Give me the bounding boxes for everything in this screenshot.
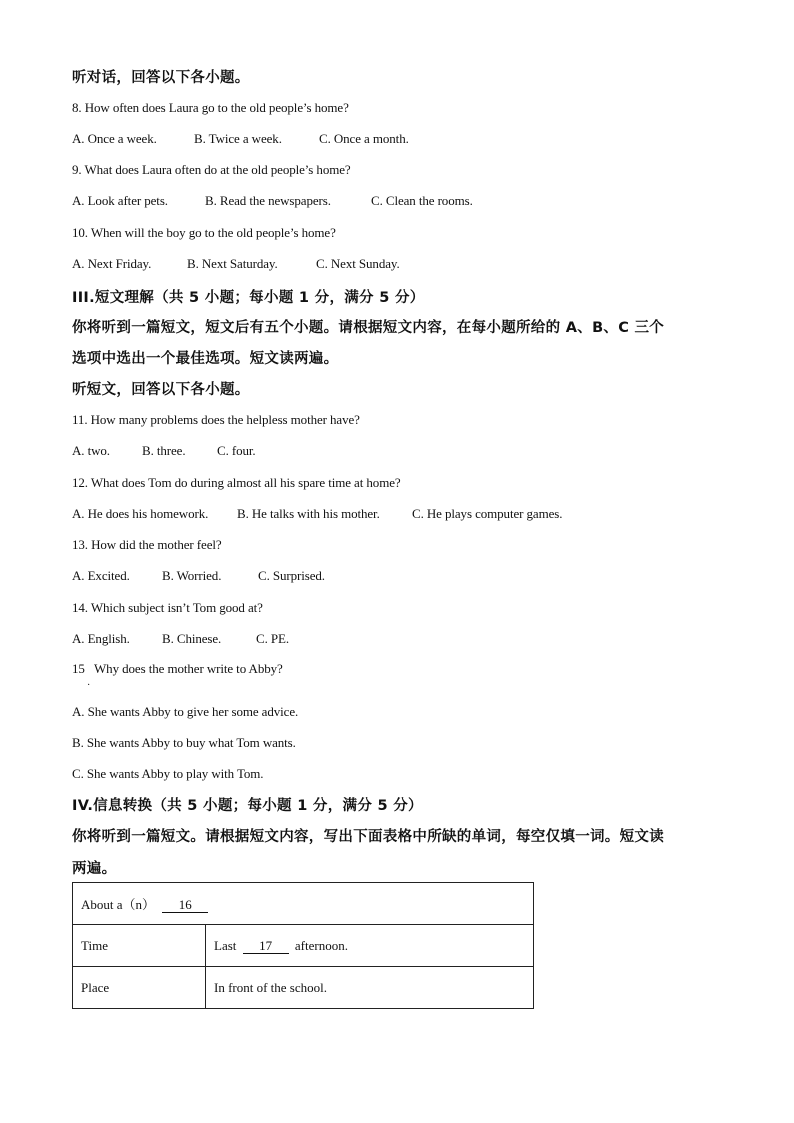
option-a: A. two. (72, 443, 110, 458)
option-b: B. Twice a week. (194, 131, 282, 146)
question-13-options (72, 568, 325, 584)
question-13: 13. How did the mother feel? (72, 537, 222, 552)
section-4-title: IV.信息转换（共 5 小题；每小题 1 分，满分 5 分） (72, 798, 423, 814)
blank-17: 17 (243, 939, 289, 954)
option-c: C. PE. (256, 631, 289, 646)
question-8: 8. How often does Laura go to the old people’s home? (72, 100, 349, 115)
option-c: C. Surprised. (258, 568, 325, 583)
option-a: A. Excited. (72, 568, 130, 583)
option-a: A. Next Friday. (72, 256, 152, 271)
section-4-instruction: 你将听到一篇短文。请根据短文内容，写出下面表格中所缺的单词，每空仅填一词。短文读 (72, 829, 664, 845)
option-b: B. Chinese. (162, 631, 222, 646)
info-table (72, 882, 534, 1009)
time-label-cell: Time (73, 925, 206, 967)
question-15-option-a: A. She wants Abby to give her some advice. (72, 704, 299, 719)
option-c: C. Next Sunday. (316, 256, 400, 271)
about-label: About a（n） (81, 897, 156, 912)
question-12-options (72, 506, 562, 522)
question-8-options (72, 131, 409, 147)
place-value-cell: In front of the school. (206, 967, 534, 1009)
option-a: A. English. (72, 631, 130, 646)
option-b: B. Read the newspapers. (205, 193, 331, 208)
option-c: C. Once a month. (319, 131, 409, 146)
table-cell (73, 883, 534, 925)
table-row (73, 925, 534, 967)
question-9: 9. What does Laura often do at the old people’s home? (72, 162, 351, 177)
option-a: A. He does his homework. (72, 506, 209, 521)
last-label: Last (214, 937, 237, 953)
table-row (73, 883, 534, 925)
question-12: 12. What does Tom do during almost all his spare time at home? (72, 475, 401, 490)
question-14-options (72, 631, 289, 647)
option-c: C. Clean the rooms. (371, 193, 473, 208)
question-15-option-c: C. She wants Abby to play with Tom. (72, 766, 264, 781)
question-15: 15 Why does the mother write to Abby? (72, 661, 283, 676)
question-15-option-b: B. She wants Abby to buy what Tom wants. (72, 735, 296, 750)
question-14: 14. Which subject isn’t Tom good at? (72, 600, 263, 615)
section-3-instruction-cont: 选项中选出一个最佳选项。短文读两遍。 (72, 351, 339, 367)
option-c: C. He plays computer games. (412, 506, 563, 521)
dialogue-instruction: 听对话，回答以下各小题。 (72, 70, 250, 86)
time-value-cell (206, 925, 534, 967)
section-3-title: III.短文理解（共 5 小题；每小题 1 分，满分 5 分） (72, 290, 425, 306)
question-11-options (72, 443, 256, 459)
table-row (73, 967, 534, 1009)
option-a: A. Once a week. (72, 131, 157, 146)
stray-dot-mark: · (87, 680, 91, 691)
option-a: A. Look after pets. (72, 193, 168, 208)
option-b: B. Next Saturday. (187, 256, 278, 271)
afternoon-label: afternoon. (294, 937, 348, 953)
blank-16: 16 (162, 898, 208, 913)
option-c: C. four. (217, 443, 256, 458)
question-10: 10. When will the boy go to the old people’s home? (72, 225, 336, 240)
option-b: B. three. (142, 443, 186, 458)
option-b: B. He talks with his mother. (237, 506, 380, 521)
place-label-cell: Place (73, 967, 206, 1009)
question-9-options (72, 193, 473, 209)
question-10-options (72, 256, 400, 272)
section-4-instruction-cont: 两遍。 (72, 861, 117, 877)
question-11: 11. How many problems does the helpless mother have? (72, 412, 360, 427)
section-3-instruction: 你将听到一篇短文，短文后有五个小题。请根据短文内容，在每小题所给的 A、B、C 三个 (72, 320, 665, 336)
passage-instruction: 听短文，回答以下各小题。 (72, 382, 250, 398)
option-b: B. Worried. (162, 568, 222, 583)
